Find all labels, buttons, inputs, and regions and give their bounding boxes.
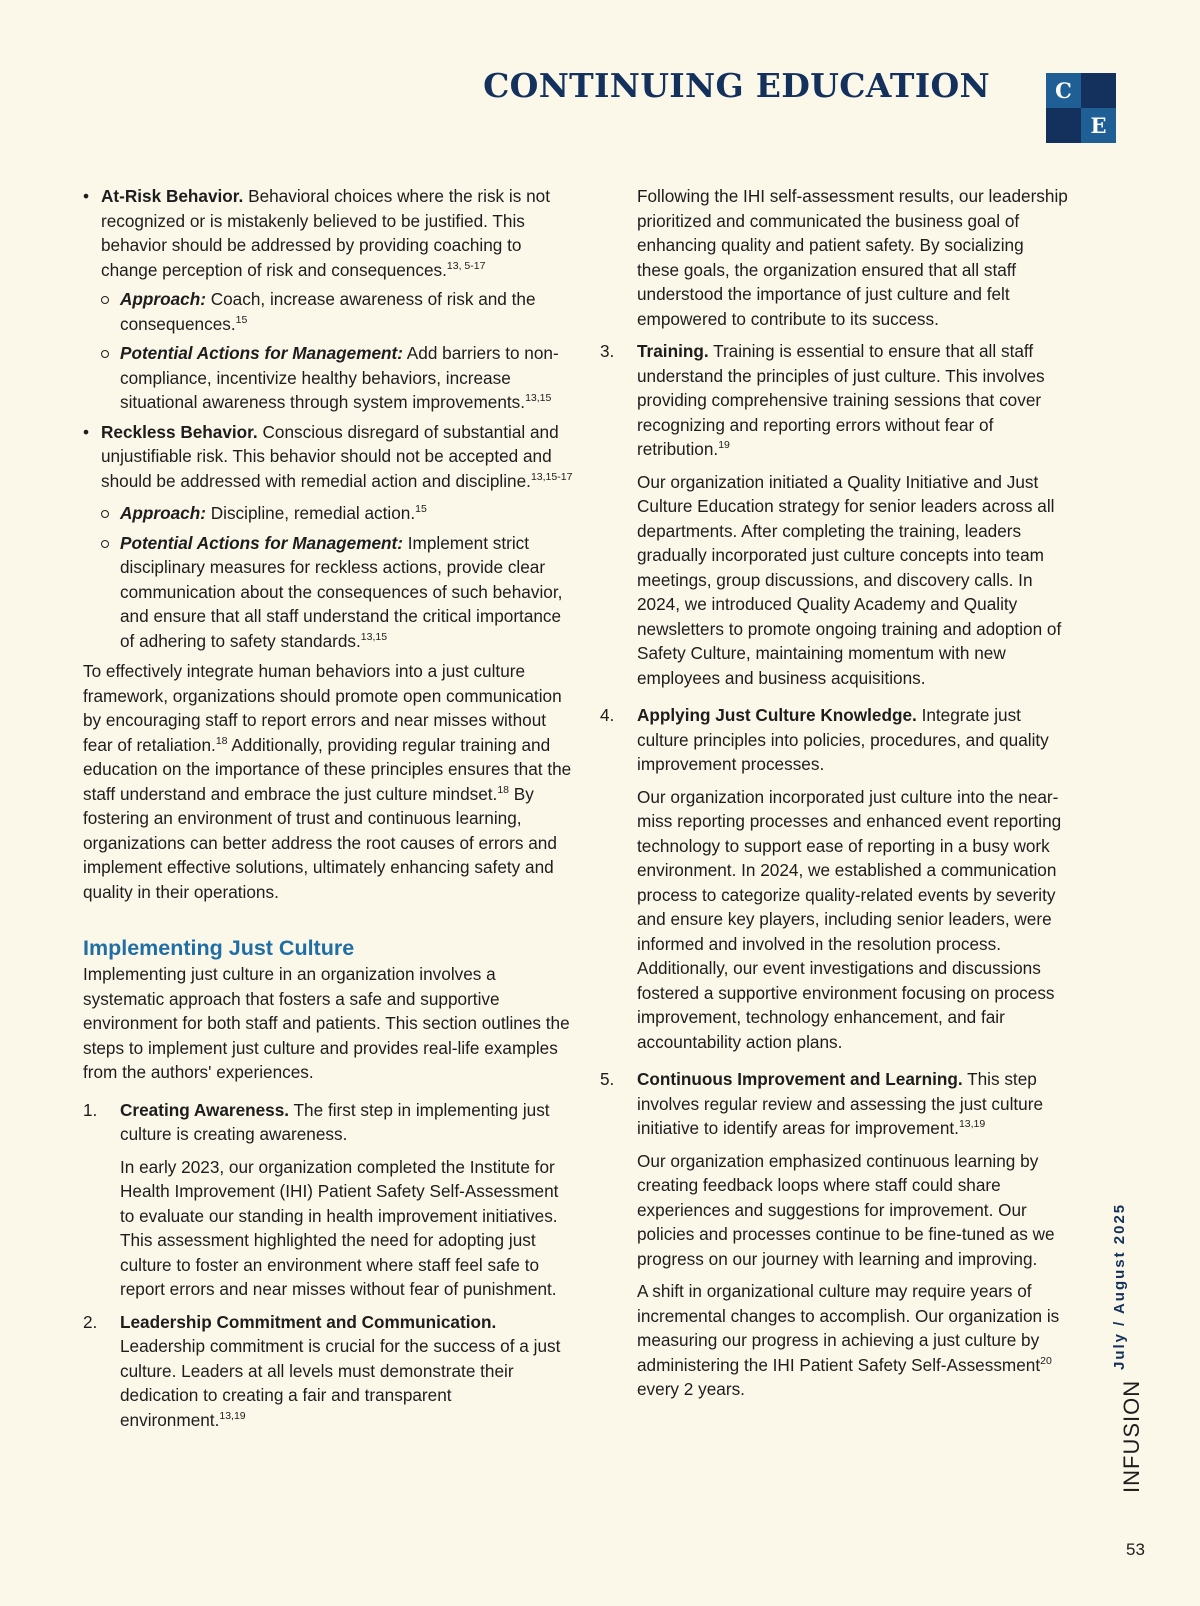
step-3-example: Our organization initiated a Quality Initiative and Just Culture Education strategy for senior leaders across all departments. After completing the training, leaders gradually incorporated just culture concepts into team meetings, group discussions, and discovery calls. In 2024, we introduced Quality Academy and Quality newsletters to promote ongoing training and adoption of Safety Culture, maintaining momentum with new employees and business acquisitions. (637, 471, 1062, 688)
section-heading: Implementing Just Culture (83, 936, 355, 960)
step-2: 2. Leadership Commitment and Communication. Leadership commitment is crucial for the success of a just culture. Leaders at all levels must demonstrate their dedication to creating a fair and transparent environment.$^{13,19}$ (83, 1311, 561, 1430)
step-5-example-2: A shift in organizational culture may require years of incremental changes to accomplish. Our organization is measuring our progress in achieving a just culture by administering the IHI Patient Safety Self-Assessment$^{20}$ every 2 years. (637, 1281, 1060, 1399)
list-item-at-risk-approach: Approach: Coach, increase awareness of risk and the consequences.$^{15}$ (83, 287, 573, 336)
page-number: 53 (1126, 1540, 1145, 1559)
step-5-example-1: Our organization emphasized continuous learning by creating feedback loops where staff could share experiences and suggestions for improvement. Our policies and processes continue to be fine-tuned as we progress on our journey with learning and improving. (637, 1150, 1055, 1269)
ce-logo-e: E (1081, 108, 1116, 143)
brand-logo: INFUSION (1119, 1379, 1144, 1493)
ce-logo-icon (1046, 73, 1116, 143)
list-item-reckless-actions: Potential Actions for Management: Implement strict disciplinary measures for reckless actions, provide clear communication about the consequences of such behavior, and ensure that all staff understand the critical importance of adhering to safety standards.$^{13,15}$ (83, 531, 573, 654)
section-title: CONTINUING EDUCATION (483, 66, 990, 105)
step-3: 3. Training. Training is essential to ensure that all staff understand the principles of just culture. This involves providing comprehensive training sessions that cover recognizing and reporting errors without fear of retribution.$^{19}$ (600, 341, 1045, 459)
list-item-at-risk-actions: Potential Actions for Management: Add barriers to non-compliance, incentivize healthy behaviors, increase situational awareness through system improvements.$^{13,15}$ (83, 341, 573, 415)
list-item-reckless-approach: Approach: Discipline, remedial action.$^{15}$ (83, 501, 573, 526)
ce-logo-c: C (1046, 73, 1081, 108)
right-column (600, 184, 1068, 1402)
step-4: 4. Applying Just Culture Knowledge. Integrate just culture principles into policies, procedures, and quality improvement processes. (600, 705, 1049, 774)
integrate-paragraph: To effectively integrate human behaviors into a just culture framework, organizations should promote open communication by encouraging staff to report errors and near misses without fear of retaliation.$^{18}$ Additionally, providing regular training and education on the importance of these principles ensures that the staff understand and embrace the just culture mindset.$^{18}$ By fostering an environment of trust and continuous learning, organizations can better address the root causes of errors and implement effective solutions, ultimately enhancing safety and quality in their operations. (83, 661, 572, 902)
step-1-example: In early 2023, our organization completed the Institute for Health Improvement (IHI) Patient Safety Self-Assessment to evaluate our standing in health improvement initiatives. This assessment highlighted the need for adopting just culture to foster an environment where staff feel safe to report errors and near misses without fear of punishment. (120, 1156, 559, 1299)
step-2-example: Following the IHI self-assessment results, our leadership prioritized and communicated the business goal of enhancing quality and patient safety. By socializing these goals, the organization ensured that all staff understood the importance of just culture and felt empowered to contribute to its success. (637, 186, 1068, 329)
issue-date: July / August 2025 (1111, 1202, 1128, 1370)
left-column (83, 184, 573, 1432)
list-item-reckless: • Reckless Behavior. Conscious disregard of substantial and unjustifiable risk. This behavior should not be accepted and should be addressed with remedial action and discipline.$^{13,15-17}$ (83, 420, 573, 494)
list-item-at-risk: • At-Risk Behavior. Behavioral choices where the risk is not recognized or is mistakenly believed to be justified. This behavior should be addressed by providing coaching to change perception of risk and consequences.$^{13, 5-17}$ (83, 184, 573, 282)
step-4-example: Our organization incorporated just culture into the near-miss reporting processes and enhanced event reporting technology to support ease of reporting in a busy work environment. In 2024, we established a communication process to categorize quality-related events by severity and ensure key players, including senior leaders, were informed and involved in the resolution process. Additionally, our event investigations and discussions fostered a supportive environment focusing on process improvement, technology enhancement, and fair accountability action plans. (637, 786, 1062, 1052)
intro-paragraph: Implementing just culture in an organization involves a systematic approach that fosters a safe and supportive environment for both staff and patients. This section outlines the steps to implement just culture and provides real-life examples from the authors' experiences. (83, 964, 570, 1082)
step-5: 5. Continuous Improvement and Learning. This step involves regular review and assessing the just culture initiative to identify areas for improvement.$^{13,19}$ (600, 1069, 1044, 1138)
step-1: 1. Creating Awareness. The first step in implementing just culture is creating awareness. (83, 1099, 550, 1144)
